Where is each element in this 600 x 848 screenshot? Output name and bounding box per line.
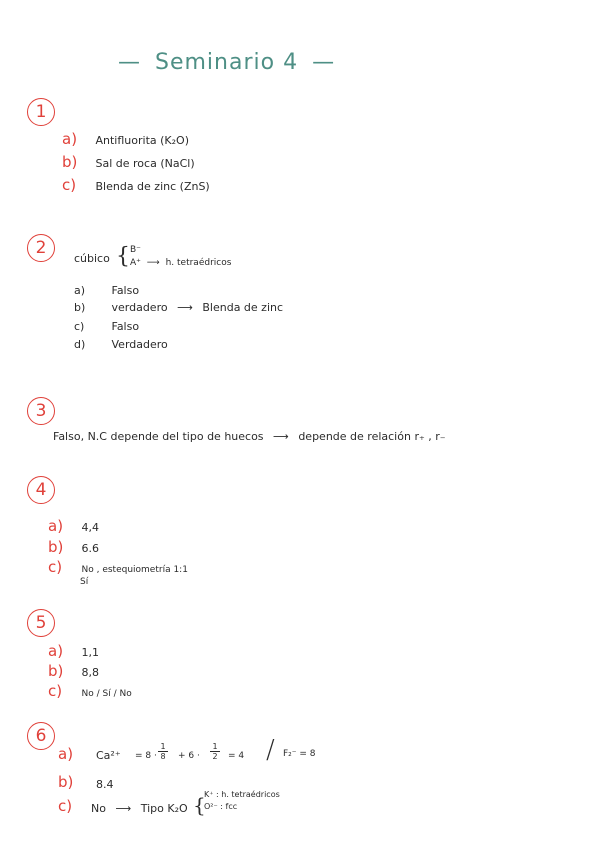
s2-item-b-extra: Blenda de zinc: [202, 301, 284, 314]
s2-a-result: h. tetraédricos: [165, 258, 232, 268]
s1-item-a: [62, 130, 189, 148]
s4-item-a-label: a): [48, 517, 64, 535]
section-number-2: 2: [27, 234, 55, 262]
section-number-5: 5: [27, 609, 55, 637]
s5-item-b-label: b): [48, 662, 64, 680]
arrow-icon: ⟶: [273, 430, 289, 443]
s4-item-c-label: c): [48, 558, 63, 576]
s5-item-c-text: No / Sí / No: [81, 689, 132, 699]
s6-c-brace: {: [193, 793, 206, 817]
s6-item-b: [58, 773, 96, 791]
s6-c-no: No: [91, 802, 106, 815]
s6-a-frac1-den: 8: [160, 752, 166, 761]
s5-item-a: [48, 642, 99, 660]
s6-a-ion: Ca²⁺: [96, 749, 121, 762]
s2-item-a: [74, 284, 139, 297]
s3-text: [53, 430, 446, 443]
s4-item-b: [48, 538, 99, 556]
s2-item-a-text: Falso: [111, 284, 140, 297]
s2-item-a-label: a): [74, 284, 86, 297]
s4-item-a-text: 4,4: [81, 521, 99, 534]
s5-item-c-label: c): [48, 682, 63, 700]
s6-a-frac2-den: 2: [212, 752, 218, 761]
s6-a-f: F₂⁻ = 8: [283, 749, 316, 759]
s6-item-a: [58, 745, 96, 763]
page-title: [118, 50, 335, 75]
s1-item-b-label: b): [62, 153, 78, 171]
s2-a-ion: A⁺: [130, 258, 141, 268]
s5-item-b: [48, 662, 99, 680]
s6-a-frac2-num: 1: [212, 742, 218, 751]
s2-item-b-text: verdadero: [111, 301, 168, 314]
s5-item-b-text: 8,8: [81, 666, 99, 679]
s6-c-o: O²⁻ : fcc: [204, 802, 238, 811]
s2-item-b-label: b): [74, 301, 86, 314]
section-number-4: 4: [27, 476, 55, 504]
title-text: Seminario 4: [155, 50, 299, 75]
s1-item-c: [62, 176, 210, 194]
section-number-6: 6: [27, 722, 55, 750]
s6-a-plus: + 6 ·: [178, 751, 200, 761]
section-number-3: 3: [27, 397, 55, 425]
s2-brace: {: [116, 244, 130, 269]
s3-text-a: Falso, N.C depende del tipo de huecos: [53, 430, 264, 443]
arrow-icon: ⟶: [177, 301, 193, 314]
s2-a-line: [130, 258, 231, 268]
s1-item-a-label: a): [62, 130, 78, 148]
s4-item-b-text: 6.6: [81, 542, 99, 555]
s4-item-a: [48, 517, 99, 535]
s2-item-d: [74, 338, 168, 351]
s6-c-tipo: Tipo K₂O: [140, 802, 188, 815]
s2-item-b: [74, 301, 283, 314]
s4-item-c: [48, 558, 188, 576]
title-dash-right: —: [312, 50, 336, 75]
s1-item-b: [62, 153, 195, 171]
s2-item-d-text: Verdadero: [111, 338, 168, 351]
s6-a-eq1: = 8 ·: [135, 751, 157, 761]
s6-item-c-label: c): [58, 797, 73, 815]
title-dash-left: —: [118, 50, 141, 75]
s6-a-eq2: = 4: [228, 751, 245, 761]
s3-text-b: depende de relación r₊ , r₋: [298, 430, 446, 443]
s6-a-frac2: [210, 742, 220, 761]
s1-item-c-text: Blenda de zinc (ZnS): [95, 180, 210, 193]
section-number-1: 1: [27, 98, 55, 126]
s1-item-a-text: Antifluorita (K₂O): [95, 134, 189, 147]
s4-item-c-text: No , estequiometría 1:1: [81, 565, 188, 575]
s1-item-b-text: Sal de roca (NaCl): [95, 157, 195, 170]
arrow-icon: ⟶: [115, 802, 132, 815]
s2-b-line: B⁻: [130, 245, 141, 255]
s5-item-a-label: a): [48, 642, 64, 660]
s2-item-d-label: d): [74, 338, 86, 351]
s4-item-b-label: b): [48, 538, 64, 556]
s4-item-c-second: Sí: [80, 577, 89, 587]
s2-item-c: [74, 320, 139, 333]
s6-item-b-text: 8.4: [96, 778, 114, 791]
s2-cubic-label: cúbico: [74, 252, 110, 265]
arrow-icon: ⟶: [146, 258, 160, 268]
s6-item-a-label: a): [58, 745, 74, 763]
s6-c-line: [91, 802, 188, 815]
s2-item-c-label: c): [74, 320, 85, 333]
s6-item-b-label: b): [58, 773, 74, 791]
s1-item-c-label: c): [62, 176, 77, 194]
s5-item-c: [48, 682, 132, 700]
s6-a-frac1: [158, 742, 168, 761]
s2-item-c-text: Falso: [111, 320, 140, 333]
s6-a-slash: /: [266, 735, 275, 765]
s5-item-a-text: 1,1: [81, 646, 99, 659]
s6-c-k: K⁺ : h. tetraédricos: [204, 790, 280, 799]
s6-a-frac1-num: 1: [160, 742, 166, 751]
